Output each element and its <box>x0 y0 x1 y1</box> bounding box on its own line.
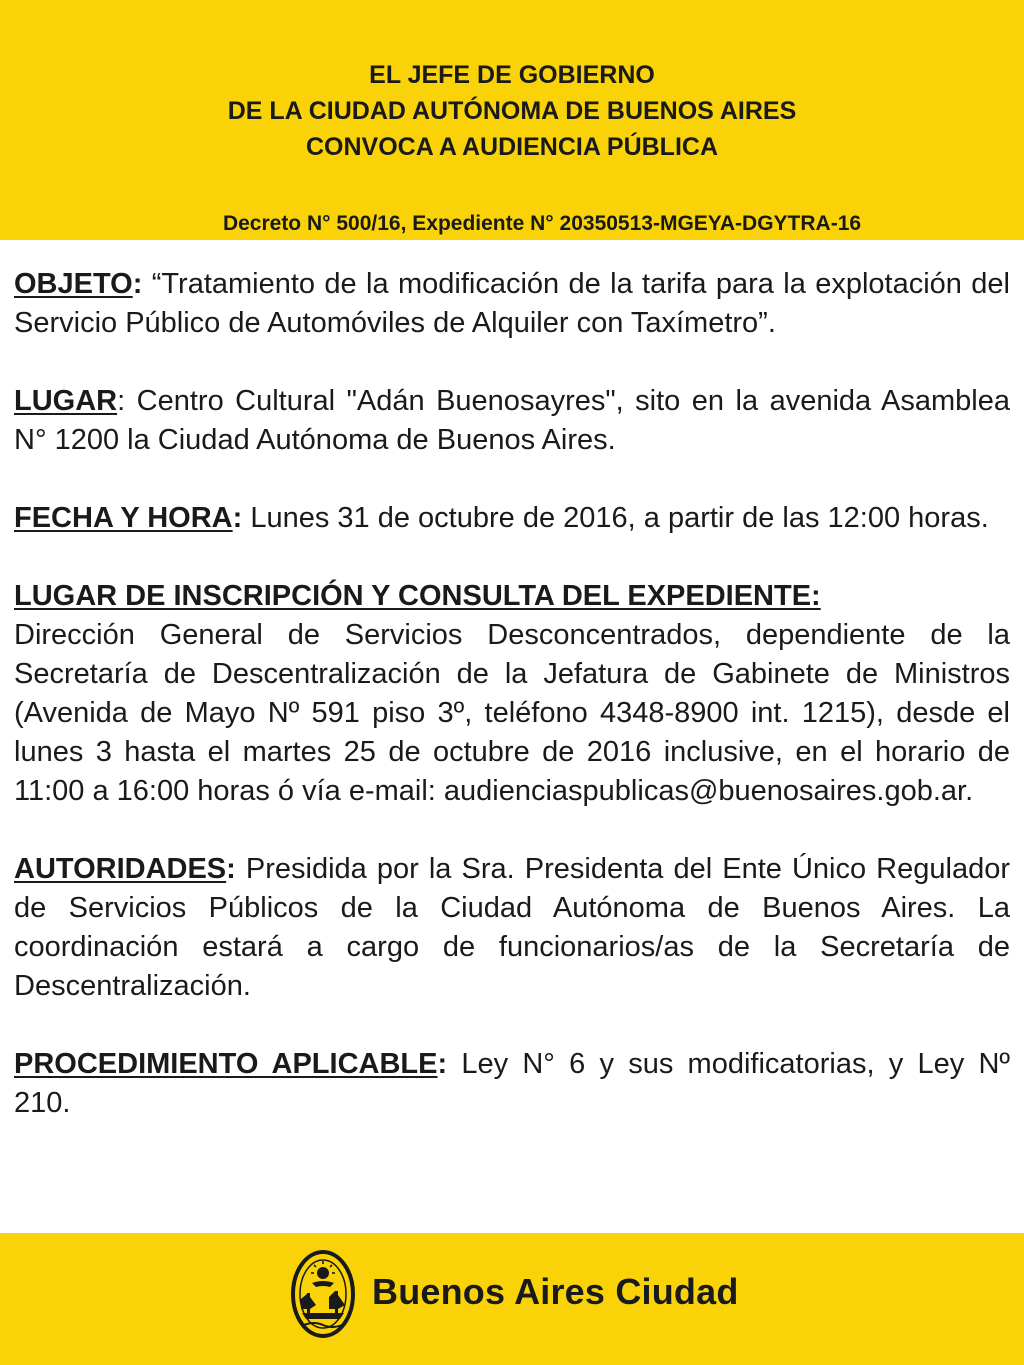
header-line-2: DE LA CIUDAD AUTÓNOMA DE BUENOS AIRES <box>227 97 797 125</box>
city-coat-of-arms-icon <box>290 1249 356 1339</box>
announcement-body <box>14 265 1010 1123</box>
procedimiento-text: Ley N° 6 y sus modificatorias, y Ley Nº 210. <box>14 1048 1010 1119</box>
header-banner <box>0 0 1024 240</box>
header-titles <box>0 57 1024 165</box>
header-line-3: CONVOCA A AUDIENCIA PÚBLICA <box>305 133 719 161</box>
lugar-text: Centro Cultural "Adán Buenosayres", sito en la avenida Asamblea N° 1200 la Ciudad Autónoma de Buenos Aires. <box>14 385 1010 456</box>
objeto-text: “Tratamiento de la modificación de la tarifa para la explotación del Servicio Público de Automóviles de Alquiler con Taxímetro”. <box>14 268 1010 339</box>
fecha-text: Lunes 31 de octubre de 2016, a partir de las 12:00 horas. <box>242 502 989 534</box>
objeto-label: OBJETO <box>14 268 133 300</box>
section-fecha-hora <box>14 499 1010 538</box>
lugar-colon: : <box>117 385 126 417</box>
brand-wordmark: Buenos Aires Ciudad <box>372 1271 739 1312</box>
inscripcion-label: LUGAR DE INSCRIPCIÓN Y CONSULTA DEL EXPEDIENTE: <box>14 580 821 612</box>
inscripcion-text: Dirección General de Servicios Desconcentrados, dependiente de la Secretaría de Descentralización de la Jefatura de Gabinete de Ministros (Avenida de Mayo Nº 591 piso 3º, teléfono 4348-8900 int. 1215), desde el lunes 3 hasta el martes 25 de octubre de 2016 inclusive, en el horario de 11:00 a 16:00 horas ó vía e-mail: audienciaspublicas@buenosaires.gob.ar. <box>14 619 1010 807</box>
autoridades-colon: : <box>226 853 236 885</box>
autoridades-label: AUTORIDADES <box>14 853 227 885</box>
decree-reference: Decreto N° 500/16, Expediente N° 20350513-MGEYA-DGYTRA-16 <box>222 212 862 235</box>
section-objeto <box>14 265 1010 343</box>
autoridades-text: Presidida por la Sra. Presidenta del Ente Único Regulador de Servicios Públicos de la Ciudad Autónoma de Buenos Aires. La coordinación estará a cargo de funcionarios/as de la Secretaría de Descentralización. <box>14 853 1010 1002</box>
section-autoridades <box>14 850 1010 1006</box>
lugar-label: LUGAR <box>14 385 118 417</box>
header-line-1: EL JEFE DE GOBIERNO <box>369 61 655 89</box>
section-inscripcion <box>14 577 1010 811</box>
section-procedimiento <box>14 1045 1010 1123</box>
objeto-colon: : <box>132 268 143 300</box>
fecha-colon: : <box>232 502 243 534</box>
section-lugar <box>14 382 1010 460</box>
procedimiento-label: PROCEDIMIENTO APLICABLE <box>14 1048 438 1080</box>
fecha-label: FECHA Y HORA <box>14 502 233 534</box>
procedimiento-colon: : <box>437 1048 448 1080</box>
